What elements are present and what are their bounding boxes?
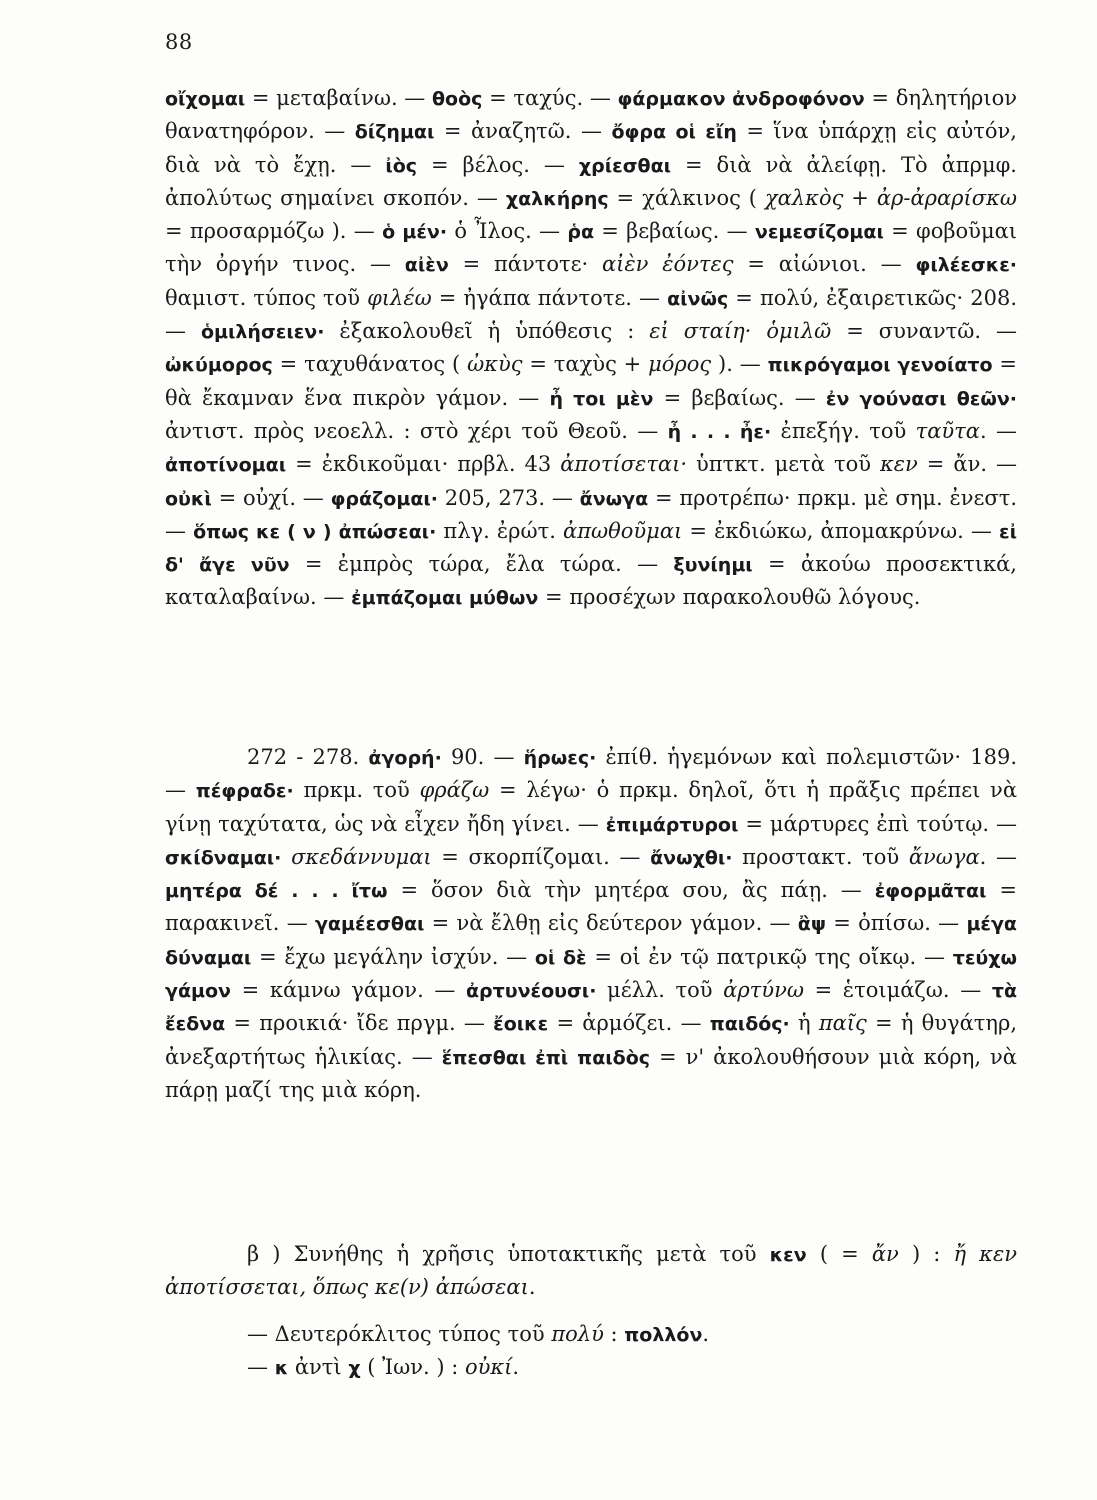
gloss-text: — Δευτερόκλιτος τύπος τοῦ [247, 1322, 552, 1346]
note-paragraph-kappa [165, 1351, 1017, 1384]
gloss-text: θαμιστ. τύπος τοῦ [165, 285, 368, 310]
gloss-text: ( Ἰων. ) : [360, 1355, 465, 1379]
gloss-text: = αἰώνιοι. — [733, 252, 916, 277]
headword: φιλέεσκε· [915, 254, 1018, 277]
gloss-text: = πολύ, ἐξαιρετικῶς· 208. — [165, 285, 1018, 344]
gloss-text: = διὰ νὰ ἀλείφῃ. Τὸ ἀπρμφ. ἀπολύτως σημαίνει σκοπόν. — [165, 152, 1017, 210]
italic-text: ἄνωγα [908, 844, 980, 869]
gloss-text: ἐξακολουθεῖ ἡ ὑπόθεσις : [324, 319, 650, 344]
headword: χρίεσθαι [578, 154, 672, 177]
gloss-text: = σκορπίζομαι. — [431, 844, 651, 869]
italic-text: εἰ σταίη· ὁμιλῶ [649, 319, 832, 344]
gloss-text: = λέγω· ὁ πρκμ. δηλοῖ, ὅτι ἡ πρᾶξις πρέπει νὰ γίνῃ ταχύτατα, ὡς νὰ εἶχεν ἤδη γίνει. — [165, 778, 1017, 836]
headword: χ [348, 1357, 361, 1379]
gloss-text: . [528, 1275, 536, 1300]
headword: θοὸς [432, 88, 483, 110]
gloss-text: = ν' ἀκολουθήσουν μιὰ κόρη, νὰ πάρῃ μαζί της μιὰ κόρη. [165, 1044, 1017, 1102]
gloss-text: = ἀναζητῶ. — [434, 119, 612, 144]
headword: πικρόγαμοι γενοίατο [767, 354, 993, 377]
gloss-text: ἀντιστ. πρὸς νεοελλ. : στὸ χέρι τοῦ Θεοῦ. — [165, 418, 668, 443]
italic-text: παῖς [818, 1011, 867, 1036]
gloss-text: 272 - 278. [247, 745, 369, 769]
headword: ἀγορή· [368, 747, 442, 769]
italic-text: ἀποτίσεται· [560, 452, 688, 477]
headword: νεμεσίζομαι [754, 221, 884, 244]
headword: φάρμακον ἀνδροφόνον [617, 88, 865, 110]
headword: ἐπιμάρτυροι [605, 813, 739, 836]
headword: ἥρωες· [523, 747, 597, 769]
gloss-text: = ταχύς. — [482, 86, 618, 110]
gloss-text: = βεβαίως. — [594, 219, 755, 244]
headword: ἔοικε [493, 1013, 549, 1036]
gloss-text: = προτρέπω· πρκμ. μὲ σημ. ἐνεστ. — [165, 485, 1018, 543]
gloss-text: ) : [898, 1242, 954, 1266]
headword: ἄνωγα [579, 487, 649, 510]
headword: ῥα [567, 221, 594, 244]
gloss-text: ἀντὶ [288, 1355, 349, 1379]
gloss-text: = συναντῶ. — [831, 319, 1017, 344]
italic-text: ἀπωθοῦμαι [563, 518, 683, 543]
headword: ὄφρα οἱ εἴη [611, 121, 737, 144]
headword: ὁμιλήσειεν· [200, 321, 325, 344]
headword: ὅπως κε ( ν ) ἀπώσεαι· [193, 520, 437, 543]
gloss-text: = πάντοτε· [448, 252, 602, 277]
glossary-paragraph-entries-272-278 [165, 741, 1017, 1106]
gloss-text: = ἁρμόζει. — [548, 1011, 710, 1036]
italic-text: φιλέω [367, 285, 432, 310]
gloss-text: . [702, 1322, 710, 1346]
italic-text: ἤ κεν ἀποτίσσεται, ὅπως κε(ν) ἀπώσεαι [165, 1242, 1017, 1300]
italic-text: ἀρτύνω [723, 978, 804, 1003]
gloss-text: = προικιά· ἴδε πργμ. — [225, 1011, 494, 1036]
gloss-text: = ἵνα ὑπάρχῃ εἰς αὐτόν, διὰ νὰ τὸ ἔχῃ. — [165, 119, 1017, 177]
headword: μέγα δύναμαι [165, 913, 1017, 969]
gloss-text: . — [979, 418, 1017, 443]
gloss-text: = κάμνω γάμον. — [230, 978, 466, 1003]
headword: αἰὲν [404, 254, 449, 277]
gloss-text: = φοβοῦμαι τὴν ὀργήν τινος. — [165, 219, 1018, 277]
gloss-text: = χάλκινος ( [608, 185, 765, 210]
gloss-text: = νὰ ἔλθῃ εἰς δεύτερον γάμον. — [424, 911, 798, 936]
gloss-text: = παρακινεῖ. — [165, 878, 1017, 936]
gloss-text: 205, 273. — [438, 485, 580, 510]
gloss-text: = μεταβαίνω. — [245, 86, 432, 110]
headword: ἀποτίνομαι [165, 454, 287, 477]
headword: ἦ τοι μὲν [549, 387, 654, 410]
gloss-text: ἐπεξήγ. τοῦ [771, 418, 916, 443]
headword: ὁ μέν· [382, 221, 448, 244]
gloss-text: = ταχυθάνατος ( [272, 352, 468, 377]
gloss-text: = ἀκούω προσεκτικά, καταλαβαίνω. — [165, 552, 1017, 610]
headword: κεν [769, 1244, 807, 1266]
headword: χαλκήρης [505, 187, 609, 210]
page-number: 88 [165, 30, 193, 54]
italic-text: σκεδάννυμαι [291, 844, 432, 869]
italic-text: φράζω [419, 778, 490, 803]
headword: γαμέεσθαι [314, 913, 425, 936]
headword: φράζομαι· [330, 487, 439, 510]
italic-text: ταῦτα [915, 418, 980, 443]
gloss-text: προστακτ. τοῦ [732, 844, 909, 869]
italic-text: μόρος [648, 352, 712, 377]
gloss-text: = βεβαίως. — [653, 385, 826, 410]
gloss-text: ). — [711, 352, 768, 377]
gloss-text: = οἱ ἐν τῷ πατρικῷ της οἴκῳ. — [586, 944, 953, 969]
headword: ἐν γούνασι θεῶν· [825, 387, 1017, 410]
headword: οὐκὶ [165, 487, 212, 510]
headword: εἰ δ' ἄγε νῦν [165, 520, 1017, 577]
gloss-text: 90. — [441, 745, 524, 769]
italic-text: πολύ [551, 1322, 604, 1346]
note-paragraph-beta [165, 1238, 1017, 1304]
gloss-text: — [247, 1355, 275, 1379]
note-paragraph-polu [165, 1318, 1017, 1351]
gloss-text: = οὐχί. — [211, 485, 331, 510]
headword: ἀρτυνέουσι· [466, 980, 597, 1003]
headword: πέφραδε· [195, 780, 294, 803]
gloss-text: = ὀπίσω. — [825, 911, 967, 936]
headword: ἐμπάζομαι μύθων [351, 587, 539, 610]
headword: ἦ . . . ἦε· [667, 420, 772, 443]
headword: τεύχω γάμον [165, 946, 1017, 1003]
italic-text: οὐκί [464, 1355, 513, 1379]
gloss-text: = βέλος. — [417, 152, 579, 177]
headword: οἴχομαι [165, 88, 246, 110]
gloss-text: β ) Συνήθης ἡ χρῆσις ὑποτακτικῆς μετὰ τοῦ [247, 1242, 770, 1266]
gloss-text: = ἡ θυγάτηρ, ἀνεξαρτήτως ἡλικίας. — [165, 1011, 1017, 1069]
gloss-text: ἐπίθ. ἡγεμόνων καὶ πολεμιστῶν· 189. — [165, 745, 1017, 803]
gloss-text: ὁ Ἶλος. — [447, 219, 568, 244]
headword: ἕπεσθαι ἐπὶ παιδὸς [441, 1046, 651, 1069]
headword: αἰνῶς [667, 287, 729, 310]
gloss-text: . — [979, 844, 1017, 869]
glossary-paragraph-entries-part-1 [165, 82, 1017, 615]
headword: ἐφορμᾶται [874, 880, 987, 903]
gloss-text [281, 845, 291, 869]
gloss-text: = ἠγάπα πάντοτε. — [431, 285, 668, 310]
gloss-text: = θὰ ἔκαμναν ἕνα πικρὸν γάμον. — [165, 352, 1017, 410]
headword: δίζημαι [354, 121, 435, 144]
headword: ὠκύμορος [165, 354, 273, 377]
headword: σκίδναμαι· [165, 846, 282, 869]
headword: κ [274, 1357, 289, 1379]
gloss-text: = δηλητήριον θανατηφόρον. — [165, 86, 1018, 144]
gloss-text: . [512, 1355, 520, 1379]
headword: ξυνίημι [673, 554, 753, 577]
gloss-text: ἡ [789, 1011, 819, 1036]
headword: οἱ δὲ [534, 946, 587, 969]
headword: ἰὸς [385, 154, 418, 177]
gloss-text: = ἄν. — [917, 452, 1018, 477]
italic-text: ἄν [871, 1242, 899, 1266]
gloss-text: πλγ. ἐρώτ. [436, 518, 564, 543]
headword: ἂψ [797, 913, 826, 936]
gloss-text: = ἔχω μεγάλην ἰσχύν. — [251, 944, 535, 969]
gloss-text: = ἐκδικοῦμαι· πρβλ. 43 [286, 452, 561, 477]
headword: τὰ ἔεδνα [165, 980, 1018, 1036]
gloss-text: ( = [806, 1242, 872, 1266]
gloss-text: = προσαρμόζω ). — [165, 219, 383, 244]
gloss-text: = ἑτοιμάζω. — [803, 978, 992, 1003]
italic-text: ὠκὺς [467, 352, 523, 377]
gloss-text: : [603, 1322, 625, 1346]
italic-text: κεν [879, 452, 918, 477]
headword: παιδός· [709, 1013, 790, 1036]
gloss-text: ὑπτκτ. μετὰ τοῦ [687, 452, 880, 477]
italic-text: χαλκὸς + ἀρ-ἀραρίσκω [764, 185, 1017, 210]
gloss-text: = ἐκδιώκω, ἀπομακρύνω. — [682, 518, 999, 543]
gloss-text: = προσέχων παρακολουθῶ λόγους. [538, 585, 921, 610]
gloss-text: = ὅσον διὰ τὴν μητέρα σου, ἂς πάῃ. — [387, 878, 875, 903]
headword: ἄνωχθι· [650, 846, 733, 869]
italic-text: αἰὲν ἐόντες [601, 252, 734, 277]
gloss-text: = μάρτυρες ἐπὶ τούτῳ. — [738, 811, 1018, 836]
headword: πολλόν [624, 1324, 703, 1346]
headword: μητέρα δέ . . . ἴτω [165, 880, 388, 903]
gloss-text: = ἐμπρὸς τώρα, ἔλα τώρα. — [289, 552, 674, 577]
gloss-text: μέλλ. τοῦ [596, 978, 724, 1003]
gloss-text: πρκμ. τοῦ [293, 778, 420, 803]
gloss-text: = ταχὺς + [522, 352, 649, 377]
